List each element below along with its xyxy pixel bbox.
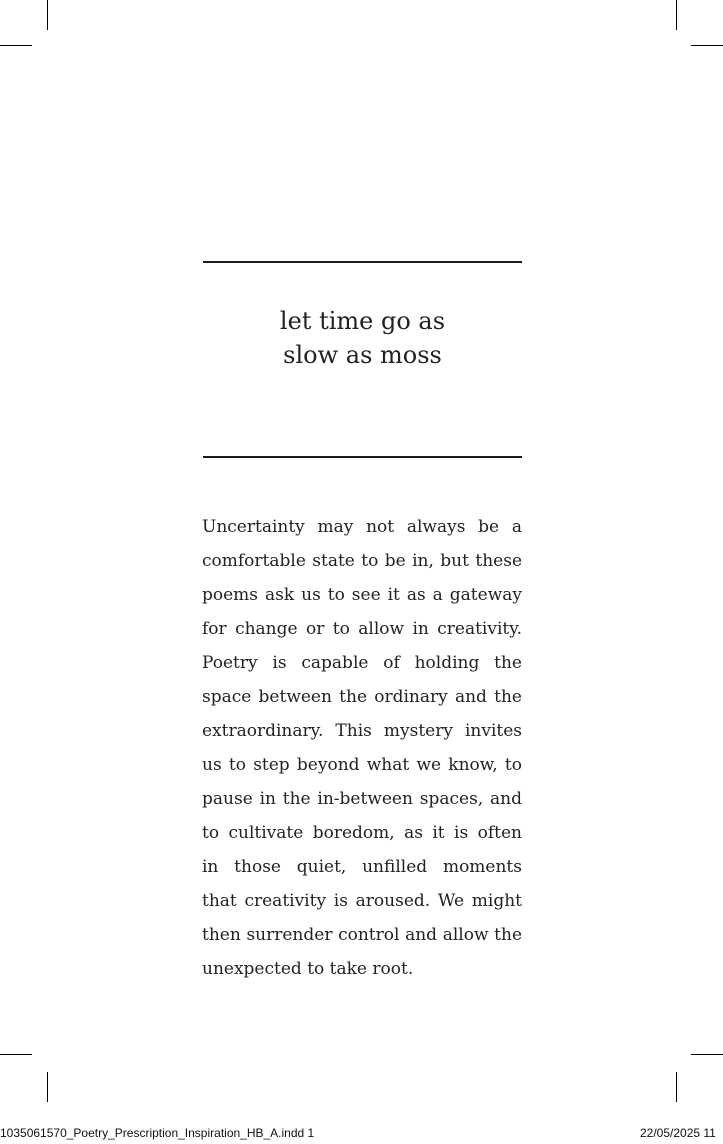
body-line: for change or to allow in creativity.: [202, 619, 522, 639]
crop-mark-bottom-left-vertical: [47, 1072, 48, 1102]
body-line: comfortable state to be in, but these: [202, 551, 522, 571]
crop-mark-top-right-horizontal: [691, 45, 723, 46]
crop-mark-bottom-right-horizontal: [691, 1054, 723, 1055]
body-line: pause in the in-between spaces, and: [202, 789, 522, 809]
body-line: us to step beyond what we know, to: [202, 755, 522, 775]
slug-date: 22/05/2025 11: [640, 1126, 716, 1140]
body-line: Uncertainty may not always be a: [202, 517, 522, 537]
slug-filename: 1035061570_Poetry_Prescription_Inspiration_HB_A.indd 1: [0, 1126, 315, 1140]
body-line: extraordinary. This mystery invites: [202, 721, 522, 741]
body-line: poems ask us to see it as a gateway: [202, 585, 522, 605]
pull-quote-line: let time go as: [279, 307, 446, 335]
body-line: space between the ordinary and the: [202, 687, 522, 707]
body-line: to cultivate boredom, as it is often: [202, 823, 522, 843]
crop-mark-bottom-left-horizontal: [0, 1054, 32, 1055]
body-line: in those quiet, unfilled moments: [202, 857, 522, 877]
crop-mark-top-left-horizontal: [0, 45, 32, 46]
pull-quote: [203, 304, 522, 372]
crop-mark-top-right-vertical: [676, 0, 677, 30]
top-rule: [203, 261, 522, 263]
bottom-rule: [203, 456, 522, 458]
body-line: then surrender control and allow the: [202, 925, 522, 945]
crop-mark-top-left-vertical: [47, 0, 48, 30]
body-paragraph: [202, 510, 522, 986]
body-line: unexpected to take root.: [202, 959, 414, 979]
body-line: Poetry is capable of holding the: [202, 653, 522, 673]
pull-quote-line: slow as moss: [283, 341, 442, 369]
crop-mark-bottom-right-vertical: [676, 1072, 677, 1102]
body-line: that creativity is aroused. We might: [202, 891, 522, 911]
